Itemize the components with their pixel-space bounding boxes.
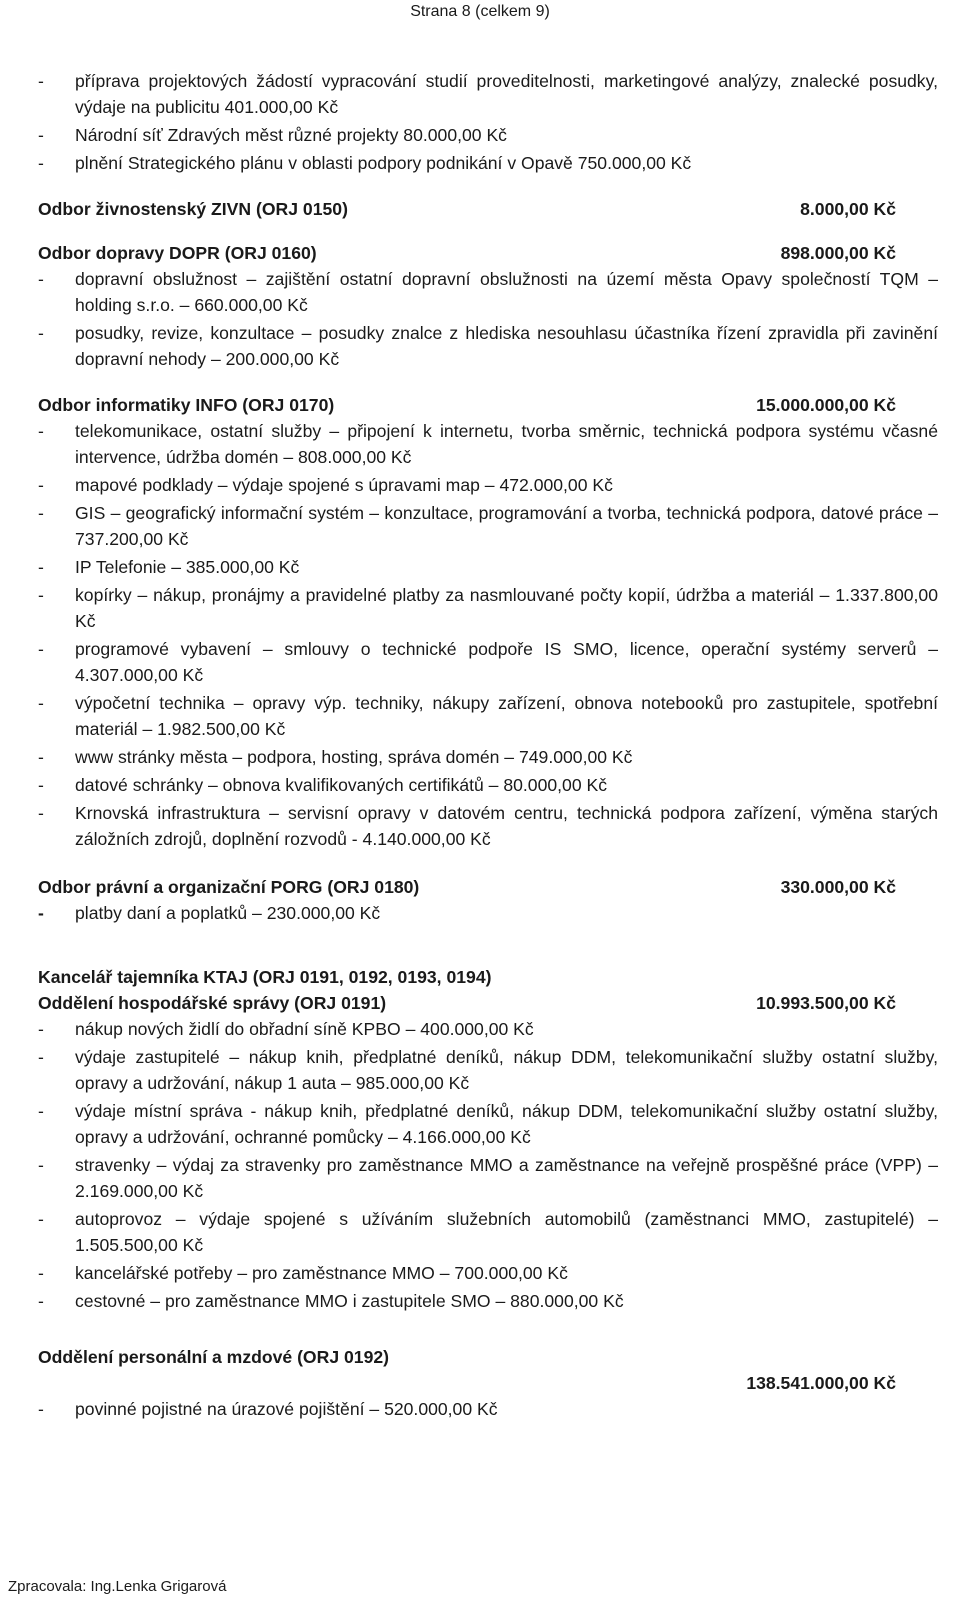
document-body [38, 68, 938, 1424]
section-title: Odbor právní a organizační PORG (ORJ 0180) [38, 877, 420, 897]
list-item: - plnění Strategického plánu v oblasti podpory podnikání v Opavě 750.000,00 Kč [38, 153, 692, 173]
section-heading [38, 964, 938, 990]
section-heading [38, 874, 938, 900]
subsection-title: Oddělení hospodářské správy (ORJ 0191) [38, 993, 387, 1013]
list-item: - výdaje zastupitelé – nákup knih, předplatné deníků, nákup DDM, telekomunikační služby ostatní služby, opravy a udržování, nákup 1 auta – 985.000,00 Kč [38, 1047, 938, 1093]
list-item: - stravenky – výdaj za stravenky pro zaměstnance MMO a zaměstnance na veřejně prospěšné práce (VPP) – 2.169.000,00 Kč [38, 1155, 938, 1201]
list-item: - platby daní a poplatků – 230.000,00 Kč [38, 903, 381, 923]
section-amount: 8.000,00 Kč [800, 199, 896, 219]
subsection-amount: 10.993.500,00 Kč [756, 993, 896, 1013]
section-title: Kancelář tajemníka KTAJ (ORJ 0191, 0192, 0193, 0194) [38, 967, 492, 987]
list-item: - kopírky – nákup, pronájmy a pravidelné platby za nasmlouvané počty kopií, údržba a materiál – 1.337.800,00 Kč [38, 585, 938, 631]
subsection-amount: 138.541.000,00 Kč [746, 1373, 896, 1393]
list-item: - cestovné – pro zaměstnance MMO i zastupitele SMO – 880.000,00 Kč [38, 1291, 624, 1311]
section-title: Odbor dopravy DOPR (ORJ 0160) [38, 243, 317, 263]
section-title: Odbor informatiky INFO (ORJ 0170) [38, 395, 335, 415]
list-item: - výdaje místní správa - nákup knih, předplatné deníků, nákup DDM, telekomunikační služby ostatní služby, opravy a udržování, ochranné pomůcky – 4.166.000,00 Kč [38, 1101, 938, 1147]
section-heading [38, 240, 938, 266]
list-item: - posudky, revize, konzultace – posudky znalce z hlediska nesouhlasu účastníka řízení zpravidla při zavinění dopravní nehody – 200.000,00 Kč [38, 323, 938, 369]
subsection-heading [38, 1344, 938, 1370]
list-item: - Krnovská infrastruktura – servisní opravy v datovém centru, technická podpora zařízení, výměna starých záložních zdrojů, doplnění rozvodů - 4.140.000,00 Kč [38, 803, 938, 849]
subsection-heading [38, 990, 938, 1016]
list-item: - příprava projektových žádostí vypracování studií proveditelnosti, marketingové analýzy, znalecké posudky, výdaje na publicitu 401.000,00 Kč [38, 71, 938, 117]
section-amount: 898.000,00 Kč [780, 243, 896, 263]
list-item: - mapové podklady – výdaje spojené s úpravami map – 472.000,00 Kč [38, 475, 613, 495]
list-item: - datové schránky – obnova kvalifikovaných certifikátů – 80.000,00 Kč [38, 775, 608, 795]
list-item: - nákup nových židlí do obřadní síně KPBO – 400.000,00 Kč [38, 1019, 534, 1039]
list-item: - GIS – geografický informační systém – konzultace, programování a tvorba, technická podpora, datové práce – 737.200,00 Kč [38, 503, 938, 549]
list-item: - www stránky města – podpora, hosting, správa domén – 749.000,00 Kč [38, 747, 633, 767]
section-amount: 15.000.000,00 Kč [756, 395, 896, 415]
page-footer: Zpracovala: Ing.Lenka Grigarová [8, 1578, 227, 1595]
list-item: - telekomunikace, ostatní služby – připojení k internetu, tvorba směrnic, technická podpora systému včasné intervence, údržba domén – 808.000,00 Kč [38, 421, 938, 467]
section-heading [38, 392, 938, 418]
page-header: Strana 8 (celkem 9) [410, 3, 550, 20]
list-item: - programové vybavení – smlouvy o technické podpoře IS SMO, licence, operační systémy serverů – 4.307.000,00 Kč [38, 639, 938, 685]
section-title: Odbor živnostenský ZIVN (ORJ 0150) [38, 199, 348, 219]
list-item: - Národní síť Zdravých měst různé projekty 80.000,00 Kč [38, 125, 507, 145]
list-item: - kancelářské potřeby – pro zaměstnance MMO – 700.000,00 Kč [38, 1263, 568, 1283]
section-amount: 330.000,00 Kč [780, 877, 896, 897]
list-item: - dopravní obslužnost – zajištění ostatní dopravní obslužnosti na území města Opavy společností TQM – holding s.r.o. – 660.000,00 Kč [38, 269, 938, 315]
list-item: - IP Telefonie – 385.000,00 Kč [38, 557, 300, 577]
subsection-title: Oddělení personální a mzdové (ORJ 0192) [38, 1347, 389, 1367]
list-item: - výpočetní technika – opravy výp. techniky, nákupy zařízení, obnova notebooků pro zastupitele, spotřební materiál – 1.982.500,00 Kč [38, 693, 938, 739]
list-item: - povinné pojistné na úrazové pojištění – 520.000,00 Kč [38, 1399, 498, 1419]
list-item: - autoprovoz – výdaje spojené s užíváním služebních automobilů (zaměstnanci MMO, zastupitelé) – 1.505.500,00 Kč [38, 1209, 938, 1255]
intro-list [38, 68, 938, 176]
section-heading [38, 196, 938, 222]
